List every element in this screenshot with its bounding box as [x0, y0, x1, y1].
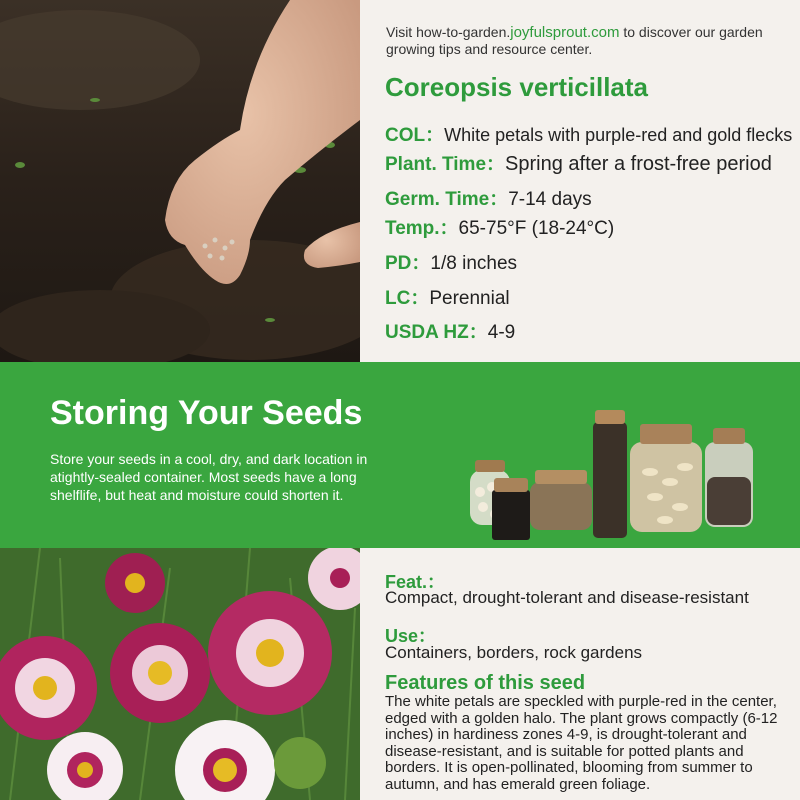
spec-temp — [385, 213, 614, 240]
storing-title: Storing Your Seeds — [50, 394, 363, 432]
spec-label: Plant. Time： — [385, 154, 506, 175]
seed-features-panel — [360, 548, 800, 800]
spec-label: LC： — [385, 288, 430, 309]
spec-label: USDA HZ： — [385, 322, 488, 343]
spec-color — [385, 120, 792, 147]
features-text: The white petals are speckled with purple-red in the center, edged with a golden halo. The plant grows compactly (6-12 inches) in hardiness zones 4-9, is drought-tolerant and disease-resistant, and is suitable for potted plants and borders. It is open-pollinated, blooming from summer to autumn, and has emerald green foliage. — [385, 693, 778, 793]
spec-value: White petals with purple-red and gold flecks — [444, 125, 793, 145]
top-section — [0, 0, 800, 362]
soil-hand-photo — [0, 0, 360, 362]
spec-life-cycle — [385, 283, 510, 310]
spec-hardiness-zone — [385, 317, 515, 344]
visit-suffix: to discover our garden growing tips and resource center. — [386, 24, 763, 57]
spec-label: Temp.： — [385, 218, 459, 239]
visit-prefix: Visit how-to-garden. — [386, 24, 511, 40]
spec-label: PD： — [385, 253, 431, 274]
use-text: Containers, borders, rock gardens — [385, 643, 643, 662]
coreopsis-flowers-photo — [0, 548, 360, 800]
spec-value: Spring after a frost-free period — [505, 153, 772, 175]
seed-jars-image — [455, 382, 765, 542]
visit-notice — [386, 24, 786, 58]
feat-text: Compact, drought-tolerant and disease-resistant — [385, 588, 749, 607]
spec-value: 65-75°F (18-24°C) — [458, 218, 615, 239]
spec-value: 4-9 — [487, 322, 516, 343]
spec-plant-time — [385, 149, 772, 176]
spec-value: 7-14 days — [508, 189, 592, 210]
spec-germ-time — [385, 184, 592, 211]
spec-label: Germ. Time： — [385, 189, 509, 210]
spec-value: 1/8 inches — [430, 253, 518, 274]
feat-label: Feat.： — [385, 572, 446, 592]
spec-label: COL： — [385, 125, 445, 146]
features-title: Features of this seed — [385, 672, 586, 694]
storing-text: Store your seeds in a cool, dry, and dark location in atightly-sealed container. Most seeds have a long shelflife, but heat and moisture could shorten it. — [50, 451, 368, 503]
plant-name: Coreopsis verticillata — [385, 72, 648, 102]
use-label: Use： — [385, 626, 437, 646]
storing-banner — [0, 362, 800, 548]
spec-value: Perennial — [429, 288, 510, 309]
spec-planting-depth — [385, 248, 517, 275]
brand-link[interactable]: joyfulsprout.com — [510, 24, 620, 41]
plant-info-panel — [360, 0, 800, 362]
